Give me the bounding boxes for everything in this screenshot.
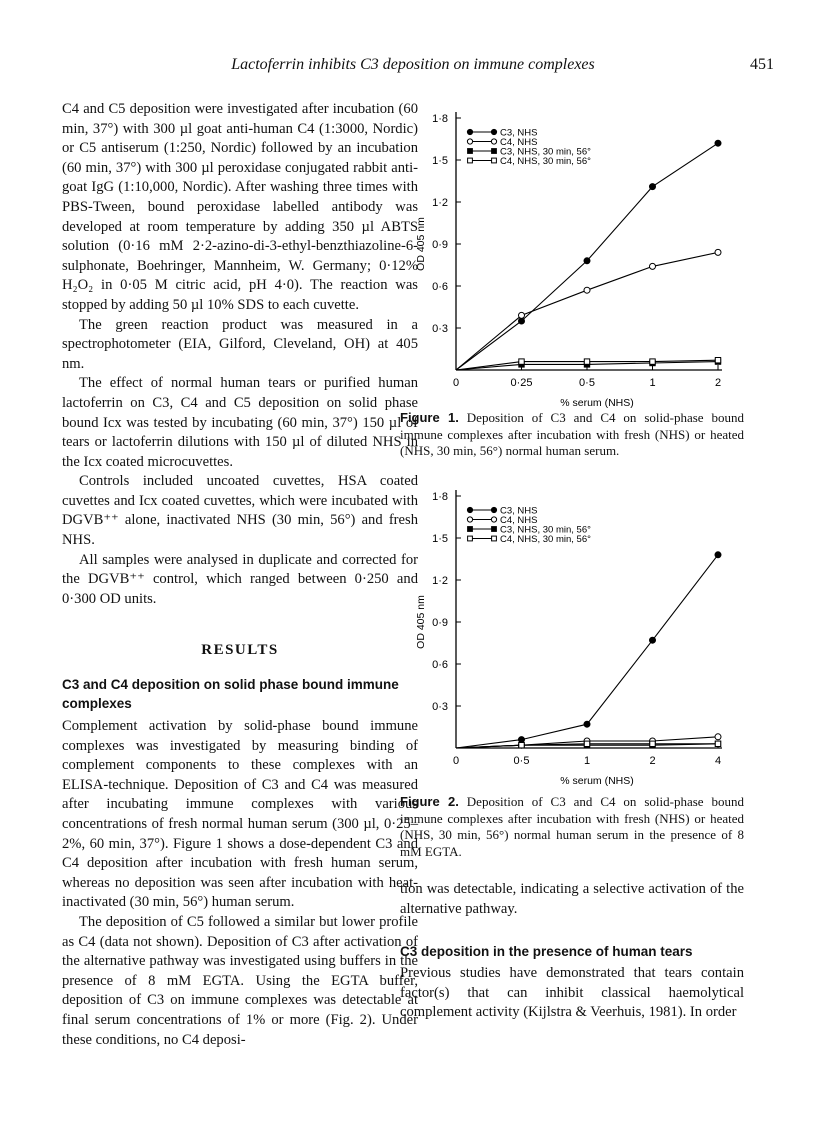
y-tick-label: 1·5 bbox=[432, 533, 448, 545]
section-heading: RESULTS bbox=[201, 642, 279, 659]
figure-2-caption-text: Deposition of C3 and C4 on solid-phase bound immune complexes after incubation with fresh (NHS) or heated (NHS, 30 min, 56°) normal human serum in the presence of 8 mM EGTA. bbox=[400, 794, 744, 859]
legend-label: C3, NHS, 30 min, 56° bbox=[500, 524, 591, 536]
y-tick-label: 0·9 bbox=[432, 239, 448, 251]
y-tick-label: 0·6 bbox=[432, 659, 448, 671]
data-point bbox=[650, 359, 655, 364]
legend-label: C4, NHS bbox=[500, 515, 538, 526]
data-point bbox=[584, 287, 590, 293]
figure-2 bbox=[400, 478, 744, 787]
y-axis-label: OD 405 nm bbox=[415, 217, 427, 271]
series-line bbox=[456, 252, 718, 370]
data-point bbox=[715, 358, 720, 363]
figure-1-caption-text: Deposition of C3 and C4 on solid-phase bound immune complexes after incubation with fresh (NHS) or heated (NHS, 30 min, 56°) normal human serum. bbox=[400, 410, 744, 458]
legend-label: C3, NHS bbox=[500, 505, 538, 517]
data-point bbox=[519, 359, 524, 364]
paragraph: The effect of normal human tears or purified human lactoferrin on C3, C4 and C5 deposition on solid phase bound Icx was tested by incubating (60 min, 37°) 150 µl of tears or lactoferrin dilutions with 150 µl of diluted NHS in the Icx coated microcuvettes. bbox=[62, 375, 418, 470]
figure-2-caption bbox=[400, 794, 744, 860]
data-point bbox=[650, 263, 656, 269]
legend-marker bbox=[491, 517, 496, 522]
figure-2-chart bbox=[400, 478, 744, 787]
legend-marker bbox=[491, 507, 496, 512]
legend-label: C4, NHS, 30 min, 56° bbox=[500, 156, 591, 167]
data-point bbox=[584, 258, 590, 264]
x-tick-label: 2 bbox=[714, 377, 722, 389]
data-point bbox=[650, 741, 655, 746]
data-point bbox=[519, 737, 525, 743]
right-paragraph-block bbox=[400, 964, 744, 1023]
y-tick-label: 0 bbox=[452, 755, 460, 767]
figure-1-chart bbox=[400, 100, 744, 409]
running-header: Lactoferrin inhibits C3 deposition on immune complexes bbox=[231, 56, 595, 73]
y-tick-label: 1·5 bbox=[432, 155, 448, 167]
legend-marker bbox=[492, 527, 497, 532]
page-number: 451 bbox=[750, 56, 774, 73]
right-column-continuation bbox=[400, 880, 744, 919]
series-line bbox=[456, 555, 718, 748]
data-point bbox=[584, 359, 589, 364]
data-point bbox=[715, 249, 721, 255]
figure-1-caption bbox=[400, 410, 744, 460]
paragraph: Previous studies have demonstrated that tears contain factor(s) that can inhibit classical haemolytical complement activity (Kijlstra & Veerhuis, 1981). In order bbox=[400, 965, 744, 1021]
paragraph: Controls included uncoated cuvettes, HSA coated cuvettes and Icx coated cuvettes, which were incubated with DGVB⁺⁺ alone, inactivated NHS (30 min, 56°) and fresh NHS. bbox=[62, 473, 418, 549]
right-subsection bbox=[400, 942, 744, 965]
data-point bbox=[584, 721, 590, 727]
y-tick-label: 1·8 bbox=[432, 113, 448, 125]
legend-marker bbox=[467, 517, 472, 522]
paragraph: Complement activation by solid-phase bound immune complexes was investigated by measuring binding of complement components to these complexes with an ELISA-technique. Deposition of C3 and C4 was measured after incubating immune complexes with various concentrations of fresh normal human serum (300 µl, 0·25–2%, 60 min, 37°). Figure 1 shows a dose-dependent C3 and C4 deposition after incubation with fresh human serum, whereas no deposition was seen after incubation with heat-inactivated (30 min, 56°) human serum. bbox=[62, 718, 418, 911]
left-column bbox=[62, 100, 418, 1050]
data-point bbox=[715, 140, 721, 146]
y-tick-label: 0 bbox=[452, 377, 460, 389]
figure-1-label: Figure 1. bbox=[400, 410, 459, 425]
paragraph: The green reaction product was measured in a spectrophotometer (EIA, Gilford, Cleveland, OH) at 405 nm. bbox=[62, 316, 418, 372]
legend-marker bbox=[468, 149, 473, 154]
paragraph: All samples were analysed in duplicate and corrected for the DGVB⁺⁺ control, which ranged between 0·250 and 0·300 OD units. bbox=[62, 551, 418, 607]
data-point bbox=[715, 552, 721, 558]
legend-marker bbox=[468, 158, 473, 163]
data-point bbox=[519, 312, 525, 318]
data-point bbox=[519, 743, 524, 748]
data-point bbox=[715, 741, 720, 746]
figure-2-label: Figure 2. bbox=[400, 794, 459, 809]
legend-marker bbox=[492, 536, 497, 541]
x-tick-label: 1 bbox=[649, 377, 656, 389]
y-tick-label: 1·2 bbox=[432, 575, 448, 587]
x-axis-label: % serum (NHS) bbox=[560, 397, 634, 409]
legend-label: C4, NHS bbox=[500, 137, 538, 148]
x-tick-label: 1 bbox=[583, 755, 591, 767]
data-point bbox=[584, 741, 589, 746]
x-tick-label: 0·5 bbox=[579, 377, 595, 389]
legend-marker bbox=[468, 536, 473, 541]
legend-label: C3, NHS bbox=[500, 127, 538, 139]
legend-label: C4, NHS, 30 min, 56° bbox=[500, 534, 591, 545]
paragraph: C4 and C5 deposition were investigated after incubation (60 min, 37°) with 300 µl goat anti-human C4 (1:3000, Nordic) or C5 antiserum (1:250, Nordic) followed by an incubation (60 min, 37°) with 300 µl peroxidase conjugated rabbit anti-goat IgG (1:10,000, Nordic). After washing three times with PBS-Tween, bound peroxidase labelled antibody was developed at room temperature by adding 350 µl ABTS solution (0·16 mM 2·2-azino-di-3-ethyl-benzthiazoline-6-sulphonate, Boehringer, Mannheim, W. Germany; 0·12% H₂O₂ in 0·05 M citric acid, pH 4·0). The reaction was stopped by adding 50 µl 10% SDS to each cuvette. bbox=[62, 101, 418, 313]
figure-1 bbox=[400, 100, 744, 409]
y-tick-label: 0·3 bbox=[432, 323, 448, 335]
data-point bbox=[715, 734, 721, 740]
y-tick-label: 0·3 bbox=[432, 701, 448, 713]
y-tick-label: 0·6 bbox=[432, 281, 448, 293]
series-line bbox=[456, 143, 718, 370]
x-tick-label: 0·5 bbox=[513, 755, 530, 767]
paragraph: The deposition of C5 followed a similar but lower profile as C4 (data not shown). Deposition of C3 after activation of the alternative pathway was investigated using buffers in the presence of 8 mM EGTA. Using the EGTA buffer, deposition of C3 on immune complexes was detectable at final serum concentrations of 1% or more (Fig. 2). Under these conditions, no C4 deposi- bbox=[62, 913, 418, 1048]
legend-marker bbox=[468, 527, 473, 532]
legend-marker bbox=[491, 129, 496, 134]
y-tick-label: 1·8 bbox=[432, 491, 448, 503]
legend-marker bbox=[467, 129, 472, 134]
x-tick-label: 0·25 bbox=[510, 377, 533, 389]
data-point bbox=[650, 637, 656, 643]
x-tick-label: 2 bbox=[649, 755, 656, 767]
data-point bbox=[650, 184, 656, 190]
legend-marker bbox=[492, 158, 497, 163]
legend-label: C3, NHS, 30 min, 56° bbox=[500, 146, 591, 158]
legend-marker bbox=[467, 507, 472, 512]
subsection-heading: C3 and C4 deposition on solid phase bound immune complexes bbox=[62, 677, 399, 712]
y-tick-label: 1·2 bbox=[432, 197, 448, 209]
x-axis-label: % serum (NHS) bbox=[560, 775, 634, 787]
legend-marker bbox=[491, 139, 496, 144]
legend-marker bbox=[492, 149, 497, 154]
y-axis-label: OD 405 nm bbox=[415, 595, 427, 649]
subsection-heading: C3 deposition in the presence of human tears bbox=[400, 944, 693, 959]
legend-marker bbox=[467, 139, 472, 144]
x-tick-label: 4 bbox=[714, 755, 722, 767]
paragraph: tion was detectable, indicating a selective activation of the alternative pathway. bbox=[400, 881, 744, 917]
y-tick-label: 0·9 bbox=[432, 617, 448, 629]
